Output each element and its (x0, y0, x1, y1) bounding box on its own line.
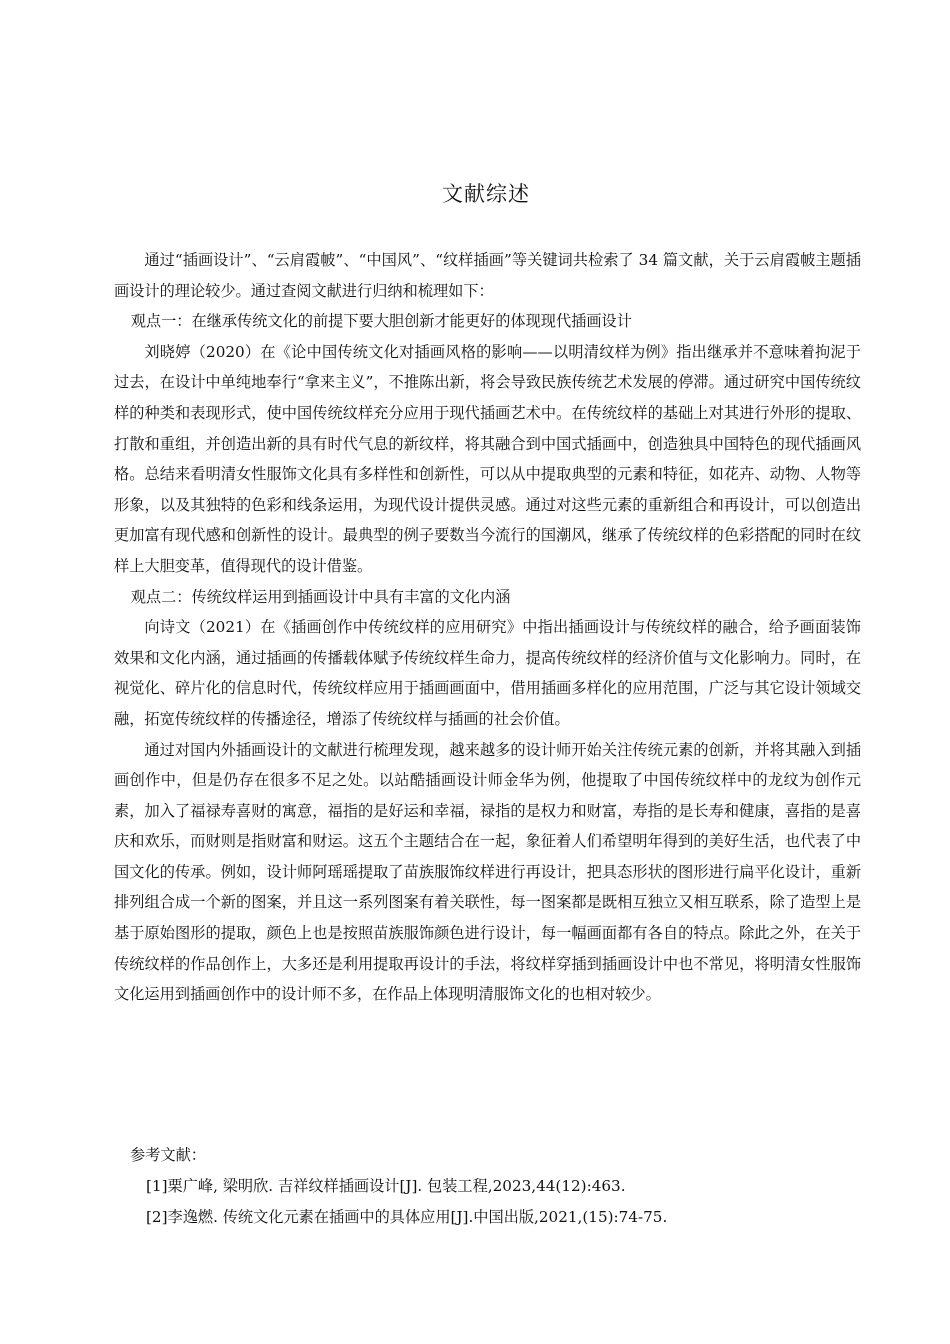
references-section (130, 1140, 860, 1233)
references-heading: 参考文献： (130, 1146, 206, 1164)
document-body (114, 245, 861, 1010)
summary-paragraph: 通过对国内外插画设计的文献进行梳理发现，越来越多的设计师开始关注传统元素的创新，并将其融入到插画创作中，但是仍存在很多不足之处。以站酷插画设计师金华为例，他提取了中国传统纹样中的龙纹为创作元素，加入了福禄寿喜财的寓意，福指的是好运和幸福，禄指的是权力和财富，寿指的是长寿和健康，喜指的是喜庆和欢乐，而财则是指财富和财运。这五个主题结合在一起，象征着人们希望明年得到的美好生活，也代表了中国文化的传承。例如，设计师阿瑶瑶提取了苗族服饰纹样进行再设计，把具态形状的图形进行扁平化设计，重新排列组合成一个新的图案，并且这一系列图案有着关联性，每一图案都是既相互独立又相互联系，除了造型上是基于原始图形的提取，颜色上也是按照苗族服饰颜色进行设计，每一幅画面都有各自的特点。除此之外，在关于传统纹样的作品创作上，大多还是利用提取再设计的手法，将纹样穿插到插画设计中也不常见，将明清女性服饰文化运用到插画创作中的设计师不多，在作品上体现明清服饰文化的也相对较少。 (114, 740, 861, 1004)
intro-paragraph: 通过“插画设计”、“云肩霞帔”、“中国风”、“纹样插画”等关键词共检索了 34 篇文献，关于云肩霞帔主题插画设计的理论较少。通过查阅文献进行归纳和梳理如下： (114, 251, 861, 300)
viewpoint-two-paragraph: 向诗文（2021）在《插画创作中传统纹样的应用研究》中指出插画设计与传统纹样的融合，给予画面装饰效果和文化内涵，通过插画的传播载体赋予传统纹样生命力，提高传统纹样的经济价值与文化影响力。同时，在视觉化、碎片化的信息时代，传统纹样应用于插画画面中，借用插画多样化的应用范围，广泛与其它设计领域交融，拓宽传统纹样的传播途径，增添了传统纹样与插画的社会价值。 (114, 618, 861, 728)
viewpoint-two-heading: 观点二：传统纹样运用到插画设计中具有丰富的文化内涵 (130, 587, 511, 606)
viewpoint-one-paragraph: 刘晓婷（2020）在《论中国传统文化对插画风格的影响——以明清纹样为例》指出继承并不意味着拘泥于过去，在设计中单纯地奉行“拿来主义”，不推陈出新，将会导致民族传统艺术发展的停滞。通过研究中国传统纹样的种类和表现形式，使中国传统纹样充分应用于现代插画艺术中。在传统纹样的基础上对其进行外形的提取、打散和重组，并创造出新的具有时代气息的新纹样，将其融合到中国式插画中，创造独具中国特色的现代插画风格。总结来看明清女性服饰文化具有多样性和创新性，可以从中提取典型的元素和特征，如花卉、动物、人物等形象，以及其独特的色彩和线条运用，为现代设计提供灵感。通过对这些元素的重新组合和再设计，可以创造出更加富有现代感和创新性的设计。最典型的例子要数当今流行的国潮风，继承了传统纹样的色彩搭配的同时在纹样上大胆变革，值得现代的设计借鉴。 (114, 342, 861, 575)
page-title: 文献综述 (442, 182, 530, 206)
reference-item: [2]李逸燃. 传统文化元素在插画中的具体应用[J].中国出版,2021,(15):74-75. (146, 1208, 668, 1226)
viewpoint-one-heading: 观点一：在继承传统文化的前提下要大胆创新才能更好的体现现代插画设计 (130, 312, 632, 331)
reference-item: [1]栗广峰, 梁明欣. 吉祥纹样插画设计[J]. 包装工程,2023,44(12):463. (146, 1177, 626, 1195)
